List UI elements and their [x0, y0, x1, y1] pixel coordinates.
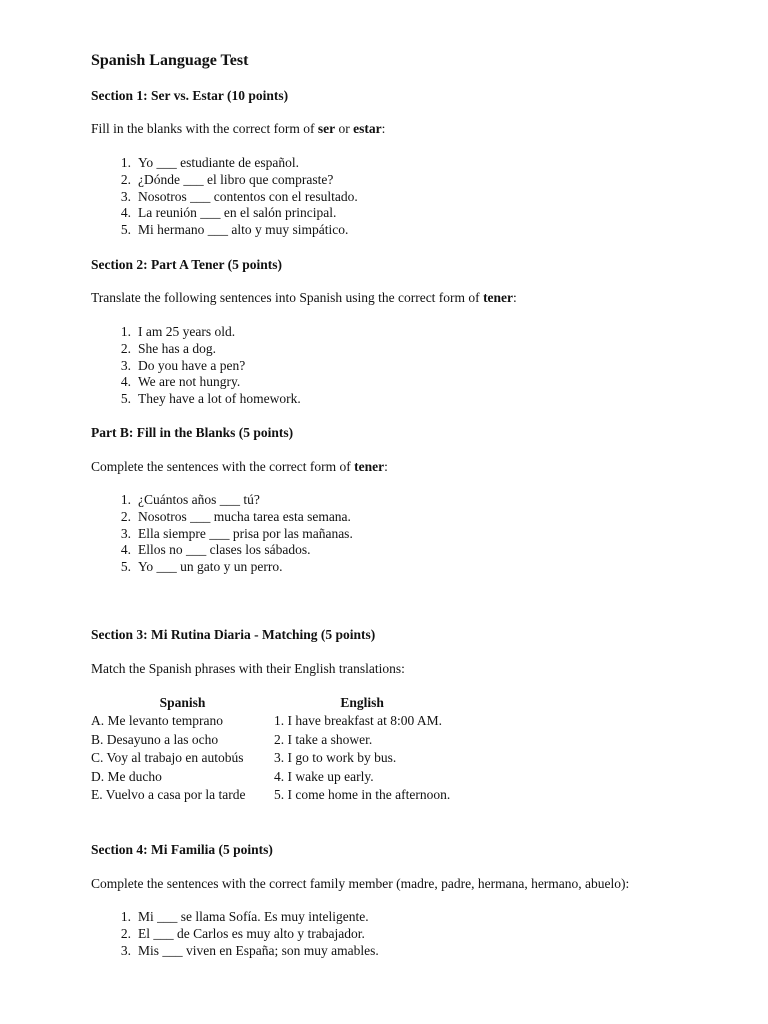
partB-instruction [91, 459, 388, 475]
list-item: 3. Ella siempre ___ prisa por las mañanas. [120, 525, 353, 541]
section4-list [91, 909, 379, 959]
section2-instruction [91, 290, 517, 306]
section2-instruction-tener: tener [483, 290, 514, 305]
list-item: 1. ¿Cuántos años ___ tú? [120, 492, 260, 507]
spanish-phrase: A. Me levanto temprano [91, 713, 223, 729]
section1-instruction-ser: ser [317, 121, 336, 136]
table-row [91, 712, 450, 730]
spanish-phrase: B. Desayuno a las ocho [91, 731, 219, 747]
section1-list [91, 155, 358, 239]
table-row [91, 731, 450, 749]
english-phrase: 4. I wake up early. [274, 768, 374, 784]
section1-instruction-suffix: : [381, 121, 386, 136]
partB-item-text: Nosotros ___ mucha tarea esta semana. [138, 508, 351, 524]
section3-instruction: Match the Spanish phrases with their English translations: [91, 661, 405, 676]
spanish-phrase: C. Voy al trabajo en autobús [91, 750, 244, 766]
partB-instruction-suffix: : [384, 459, 388, 474]
list-item: 4. We are not hungry. [120, 374, 241, 390]
table-row [91, 749, 450, 767]
list-item: 2. Nosotros ___ mucha tarea esta semana. [120, 508, 351, 524]
section1-instruction-mid: or [335, 121, 354, 136]
list-item: 4. Ellos no ___ clases los sábados. [120, 542, 311, 558]
partB-instruction-prefix: Complete the sentences with the correct form of [91, 459, 355, 474]
english-phrase: 1. I have breakfast at 8:00 AM. [274, 713, 442, 729]
column-header-english: English [340, 695, 384, 710]
spanish-phrase: E. Vuelvo a casa por la tarde [91, 787, 246, 803]
list-item: 5. Mi hermano ___ alto y muy simpático. [120, 222, 349, 238]
section2-item-text: We are not hungry. [138, 374, 241, 390]
section1-instruction-estar: estar [353, 121, 382, 136]
table-row [91, 786, 450, 804]
english-phrase: 2. I take a shower. [274, 731, 373, 747]
matching-table-header [91, 694, 450, 712]
section4-item-text: Mi ___ se llama Sofía. Es muy inteligente. [138, 909, 369, 924]
column-header-spanish: Spanish [159, 695, 206, 710]
section2-instruction-suffix: : [513, 290, 517, 305]
section2-heading: Section 2: Part A Tener (5 points) [91, 257, 283, 272]
section4-instruction: Complete the sentences with the correct family member (madre, padre, hermana, hermano, abuelo): [91, 876, 630, 891]
section2-item-text: She has a dog. [138, 340, 216, 356]
list-item: 2. El ___ de Carlos es muy alto y trabajador. [120, 925, 365, 941]
section1-heading: Section 1: Ser vs. Estar (10 points) [91, 88, 289, 103]
section3-heading: Section 3: Mi Rutina Diaria - Matching (5 points) [91, 627, 376, 642]
section4-item-text: El ___ de Carlos es muy alto y trabajador. [138, 925, 365, 941]
matching-table [91, 694, 450, 804]
section1-item-text: La reunión ___ en el salón principal. [138, 205, 337, 221]
partB-item-text: Ellos no ___ clases los sábados. [138, 542, 311, 558]
section1-instruction-prefix: Fill in the blanks with the correct form of [91, 121, 318, 136]
spanish-phrase: D. Me ducho [91, 768, 162, 784]
table-row [91, 768, 450, 786]
section4-heading: Section 4: Mi Familia (5 points) [91, 842, 273, 857]
english-phrase: 3. I go to work by bus. [274, 750, 397, 766]
section2-item-text: They have a lot of homework. [138, 391, 301, 407]
partB-list [91, 492, 353, 576]
list-item: 1. Yo ___ estudiante de español. [120, 155, 299, 170]
list-item: 4. La reunión ___ en el salón principal. [120, 205, 337, 221]
partB-item-text: Yo ___ un gato y un perro. [138, 559, 283, 575]
section1-item-text: ¿Dónde ___ el libro que compraste? [138, 171, 334, 187]
list-item: 5. Yo ___ un gato y un perro. [120, 559, 283, 575]
test-title: Spanish Language Test [91, 52, 249, 69]
partB-heading: Part B: Fill in the Blanks (5 points) [91, 425, 294, 440]
list-item: 2. She has a dog. [120, 340, 216, 356]
list-item: 3. Mis ___ viven en España; son muy amables. [120, 942, 379, 958]
list-item: 1. Mi ___ se llama Sofía. Es muy inteligente. [120, 909, 369, 924]
partB-item-text: ¿Cuántos años ___ tú? [138, 492, 260, 507]
list-item: 5. They have a lot of homework. [120, 391, 301, 407]
list-item: 2. ¿Dónde ___ el libro que compraste? [120, 171, 334, 187]
list-item: 3. Nosotros ___ contentos con el resultado. [120, 188, 358, 204]
list-item: 1. I am 25 years old. [120, 324, 236, 339]
section1-item-text: Nosotros ___ contentos con el resultado. [138, 188, 358, 204]
section2-list [91, 324, 301, 408]
section1-item-text: Mi hermano ___ alto y muy simpático. [138, 222, 349, 238]
english-phrase: 5. I come home in the afternoon. [274, 787, 451, 803]
list-item: 3. Do you have a pen? [120, 357, 246, 373]
section1-instruction [91, 121, 385, 137]
partB-instruction-tener: tener [354, 459, 385, 474]
partB-item-text: Ella siempre ___ prisa por las mañanas. [138, 525, 353, 541]
section2-item-text: I am 25 years old. [138, 324, 236, 339]
section4-item-text: Mis ___ viven en España; son muy amables. [138, 942, 379, 958]
section1-item-text: Yo ___ estudiante de español. [138, 155, 299, 170]
section2-item-text: Do you have a pen? [138, 357, 246, 373]
section2-instruction-prefix: Translate the following sentences into Spanish using the correct form of [91, 290, 484, 305]
